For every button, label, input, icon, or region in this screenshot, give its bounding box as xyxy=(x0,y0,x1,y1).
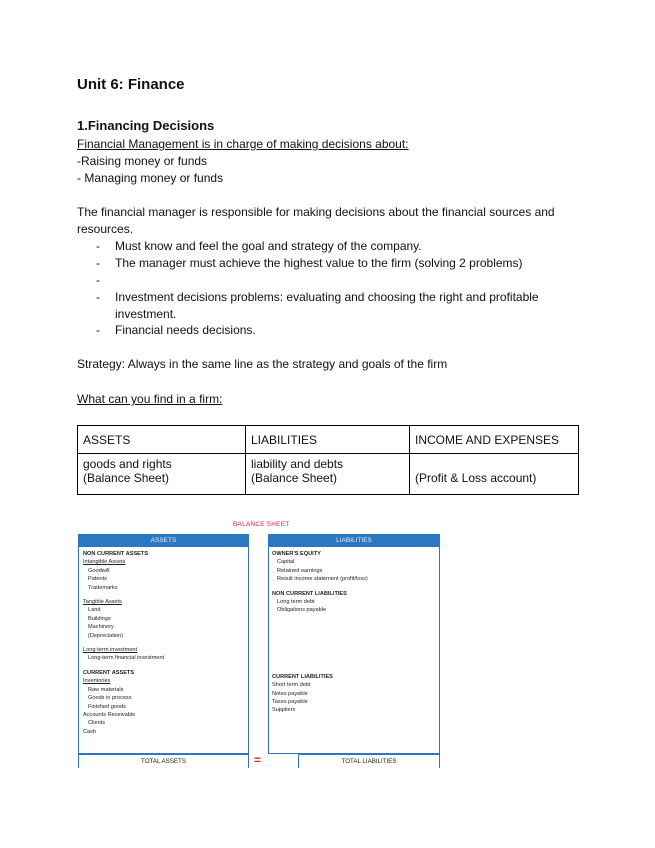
table-header-cell: ASSETS xyxy=(78,426,246,454)
assets-list xyxy=(83,550,164,736)
cash-label: Cash xyxy=(83,728,97,735)
cell-line: (Balance Sheet) xyxy=(83,471,170,485)
liabilities-header: LIABILITIES xyxy=(268,534,440,547)
cell-line: (Balance Sheet) xyxy=(251,471,338,485)
bullet-dash: - xyxy=(96,256,100,270)
list-item: Clients xyxy=(88,720,106,727)
bullet-item: The manager must achieve the highest value to the firm (solving 2 problems) xyxy=(115,256,523,270)
list-item: Capital xyxy=(277,559,295,566)
list-item: Buildings xyxy=(88,615,111,622)
list-item: Raw materials xyxy=(88,686,124,693)
list-item: Retained earnings xyxy=(277,567,323,574)
table-header-cell: LIABILITIES xyxy=(246,426,410,454)
list-item: Long-term financial investment xyxy=(88,655,165,662)
current-assets-label: CURRENT ASSETS xyxy=(83,669,135,676)
bullet-dash: - xyxy=(96,290,100,304)
list-item: Patents xyxy=(88,576,107,583)
cell-line: liability and debts xyxy=(251,457,344,471)
section-heading: 1.Financing Decisions xyxy=(77,118,215,133)
bullet-item: Investment decisions problems: evaluating and choosing the right and profitable xyxy=(115,290,539,304)
liabilities-box xyxy=(268,547,440,754)
total-assets-box: TOTAL ASSETS xyxy=(78,754,249,768)
intangible-assets-label: Intangible Assets xyxy=(83,559,126,566)
list-item: Short term debt xyxy=(272,682,311,689)
cell-line: goods and rights xyxy=(83,457,172,471)
page-title: Unit 6: Finance xyxy=(77,76,185,93)
bullet-dash: - xyxy=(96,239,100,253)
table-cell xyxy=(78,454,246,495)
list-item: Finished goods xyxy=(88,703,126,710)
table-cell xyxy=(246,454,410,495)
bullet-dash: - xyxy=(96,273,100,287)
bullet-item: Must know and feel the goal and strategy of the company. xyxy=(115,239,422,253)
table-row xyxy=(78,454,579,495)
list-item: Land xyxy=(88,607,101,614)
non-current-assets-label: NON CURRENT ASSETS xyxy=(83,551,149,557)
cell-line: (Profit & Loss account) xyxy=(415,471,537,485)
paragraph-line-2: resources. xyxy=(77,222,134,236)
table-cell xyxy=(410,454,579,495)
firm-table xyxy=(77,425,579,495)
list-item: Trademarks xyxy=(88,584,118,591)
list-item: Goods in process xyxy=(88,695,132,702)
equals-sign: = xyxy=(254,753,262,767)
intro-line: Financial Management is in charge of making decisions about: xyxy=(77,137,409,151)
bullet-item: Financial needs decisions. xyxy=(115,323,256,337)
total-liabilities-box: TOTAL LIABILITIES xyxy=(298,754,440,768)
list-item: Obligations payable xyxy=(277,607,327,614)
list-item: Long term debt xyxy=(277,599,315,606)
item-raising: -Raising money or funds xyxy=(77,154,208,168)
list-item: (Depreciation) xyxy=(88,632,124,639)
inventories-label: Inventories xyxy=(83,678,111,685)
table-header-row xyxy=(78,426,579,454)
balance-sheet-figure xyxy=(78,519,441,769)
cell-line xyxy=(415,457,573,471)
item-managing: - Managing money or funds xyxy=(77,171,224,185)
strategy-line: Strategy: Always in the same line as the strategy and goals of the firm xyxy=(77,357,448,371)
balance-sheet-title: BALANCE SHEET xyxy=(233,521,290,528)
current-liabilities-label: CURRENT LIABILITIES xyxy=(272,673,333,680)
table-header-cell: INCOME AND EXPENSES xyxy=(410,426,579,454)
assets-box xyxy=(78,547,249,754)
long-term-investment-label: Long-term investment xyxy=(83,647,138,654)
list-item: Taxes payable xyxy=(272,699,308,706)
bullet-dash: - xyxy=(96,323,100,337)
non-current-liabilities-label: NON CURRENT LIABILITIES xyxy=(272,590,347,597)
list-item: Goodwill xyxy=(88,567,110,574)
tangible-assets-label: Tangible Assets xyxy=(83,599,122,606)
bullet-item-continued: investment. xyxy=(115,307,177,321)
list-item: Suppliers xyxy=(272,707,296,714)
liabilities-list xyxy=(272,550,368,715)
owners-equity-label: OWNER'S EQUITY xyxy=(272,551,321,557)
paragraph-line-1: The financial manager is responsible for making decisions about the financial sources and xyxy=(77,205,555,219)
list-item: Result income statement (profit/loss) xyxy=(277,576,368,583)
accounts-receivable-label: Accounts Receivable xyxy=(83,711,136,718)
list-item: Notes payable xyxy=(272,690,308,697)
list-item: Machinery xyxy=(88,624,114,631)
firm-heading: What can you find in a firm: xyxy=(77,392,223,406)
assets-header: ASSETS xyxy=(78,534,249,547)
